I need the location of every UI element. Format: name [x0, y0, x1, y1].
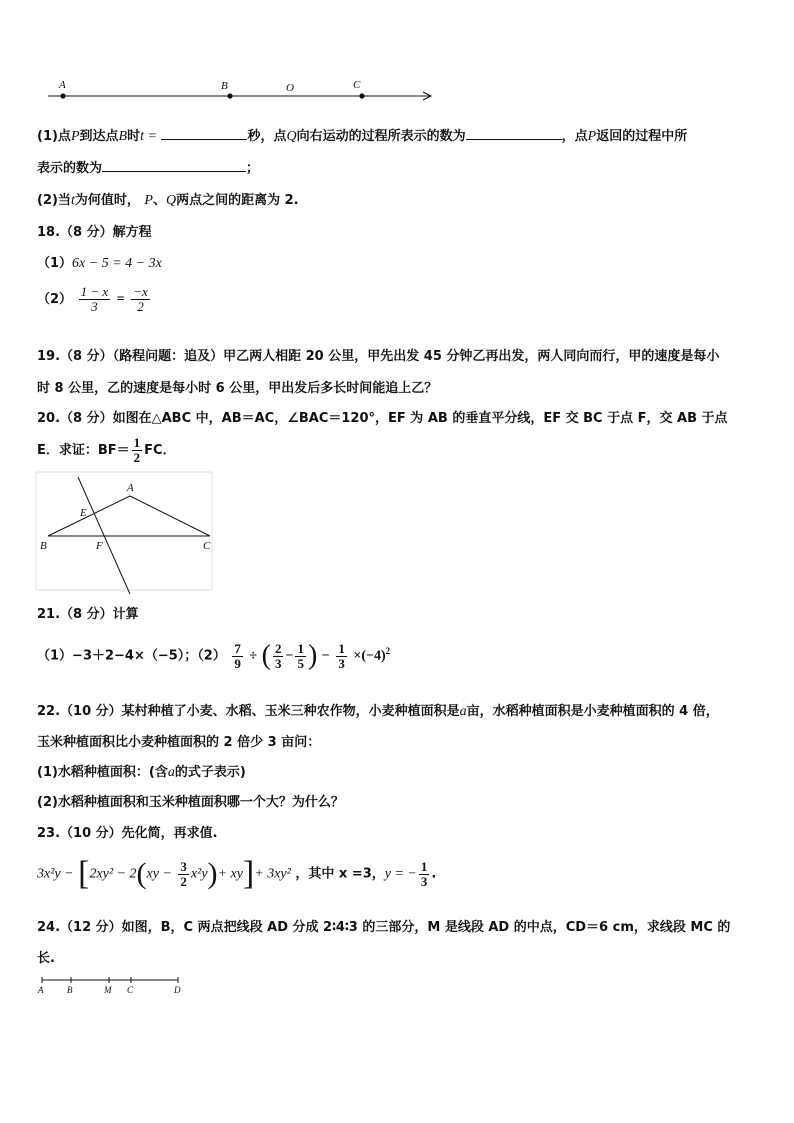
q23-expression: 3x²y − [2xy² − 2(xy − $\frac{3}{2}$ x²y)+ xy]+ 3xy² ，其中 x =3，y = − $\frac{1}{3}$ .: [37, 855, 437, 892]
seg-label-a: A: [38, 985, 44, 995]
tri-label-f: F: [96, 540, 103, 552]
q18-part2: （2） $\frac{1 - x}{3}$ = $\frac{-x}{2}$: [37, 284, 148, 314]
q22-line1: 22.（10 分）某村种植了小麦、水稻、玉米三种农作物，小麦种植面积是a亩，水稻种植面积是小麦种植面积的 4 倍，: [37, 704, 719, 719]
q23-title: 23.（10 分）先化简，再求值.: [37, 826, 218, 841]
seg-label-c: C: [127, 985, 134, 995]
q22-line2: 玉米种植面积比小麦种植面积的 2 倍少 3 亩问：: [37, 735, 321, 750]
q21-expressions: （1）−3＋2−4×（−5）；（2） $\frac{7}{9}$ ÷ ( $\frac{2}{3}$ − $\frac{1}{5}$ ) − $\frac{1}{3}$ $\times(-4)^2$: [37, 640, 391, 671]
tri-label-b: B: [40, 540, 47, 552]
q19-line1: 19.（8 分）（路程问题：追及）甲乙两人相距 20 公里，甲先出发 45 分钟乙再出发，两人同向而行，甲的速度是每小: [37, 349, 720, 364]
q19-line2: 时 8 公里，乙的速度是每小时 6 公里，甲出发后多长时间能追上乙？: [37, 381, 438, 396]
q21-title: 21.（8 分）计算: [37, 607, 139, 622]
q24-line1: 24.（12 分）如图，B，C 两点把线段 AD 分成 2∶4∶3 的三部分，M 是线段 AD 的中点，CD＝6 cm，求线段 MC 的: [37, 920, 731, 935]
seg-label-d: D: [174, 985, 181, 995]
label-c: C: [353, 79, 361, 91]
q17-part2: (2)当t为何值时， P、Q两点之间的距离为 2.: [37, 193, 299, 208]
q20-line2: E．求证：BF＝ $\frac{1}{2}$ FC．: [37, 435, 176, 465]
q22-line3: (1)水稻种植面积：(含a的式子表示): [37, 765, 246, 780]
q17-part1-line1: (1)点P到达点B时t = 秒，点Q向右运动的过程所表示的数为 ，点P返回的过程中所: [37, 129, 688, 144]
tri-label-e: E: [80, 507, 87, 519]
seg-label-b: B: [67, 985, 73, 995]
q17-part1-line2: 表示的数为 ；: [37, 161, 260, 176]
seg-label-m: M: [104, 985, 112, 995]
q22-line4: (2)水稻种植面积和玉米种植面积哪一个大？为什么？: [37, 795, 344, 810]
label-a: A: [59, 79, 66, 91]
tri-label-c: C: [203, 540, 211, 552]
tri-label-a: A: [127, 482, 134, 494]
label-b: B: [221, 80, 228, 92]
label-o: O: [286, 82, 294, 94]
q18-part1: （1）6x − 5 = 4 − 3x: [37, 256, 162, 271]
q18-title: 18.（8 分）解方程: [37, 225, 152, 240]
q24-line2: 长.: [37, 951, 55, 966]
q20-line1: 20.（8 分）如图在△ABC 中，AB＝AC，∠BAC＝120°，EF 为 AB 的垂直平分线，EF 交 BC 于点 F，交 AB 于点: [37, 411, 728, 426]
